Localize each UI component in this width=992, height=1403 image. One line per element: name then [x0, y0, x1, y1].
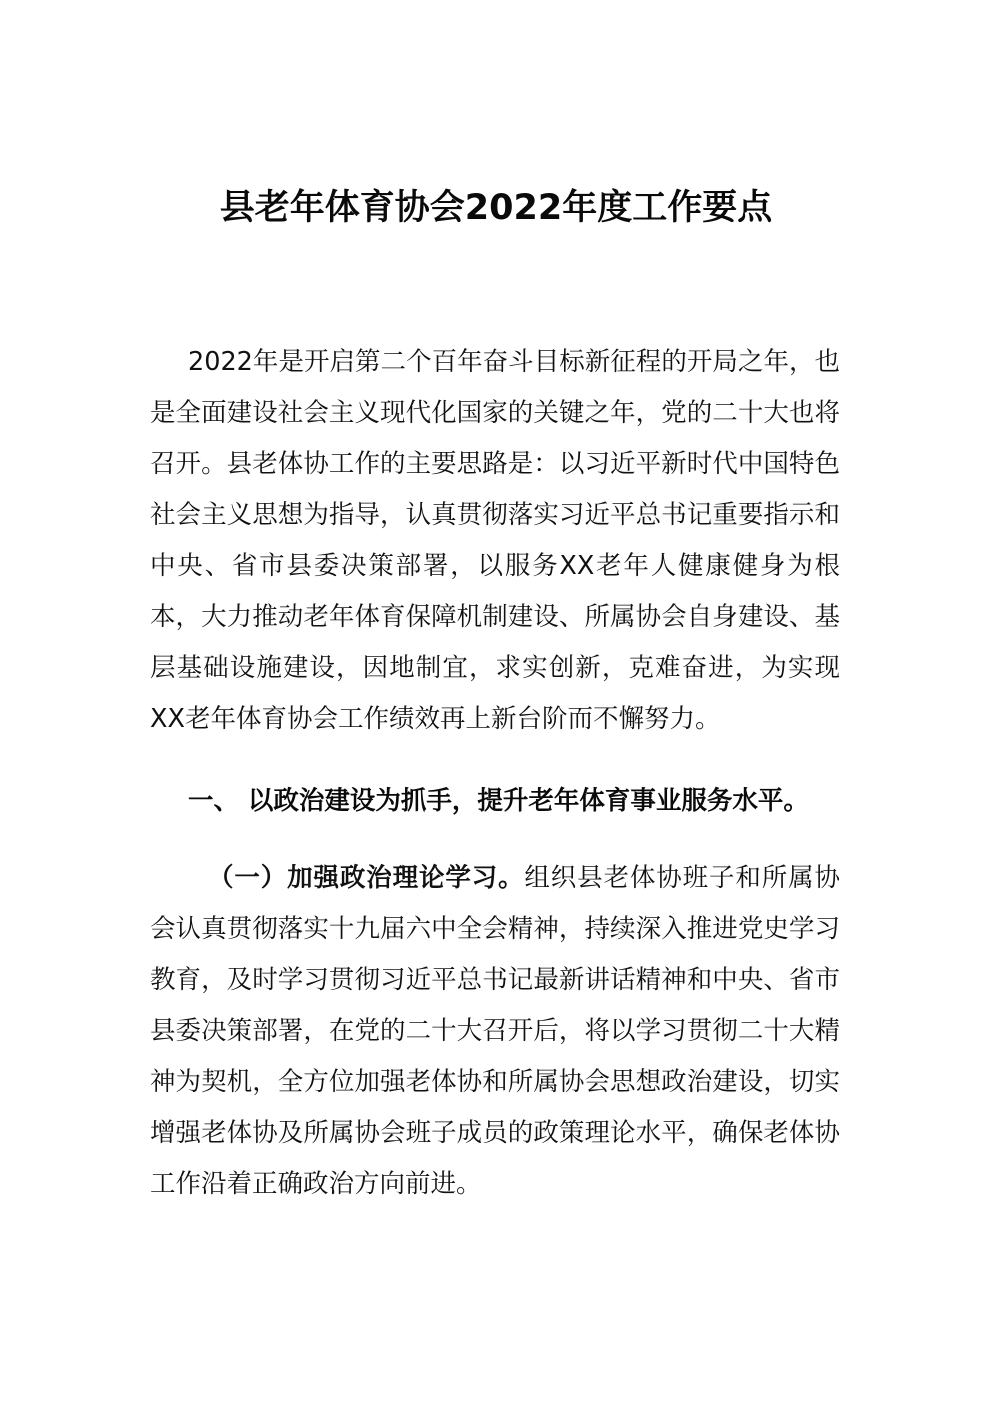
section-1-heading: 一、 以政治建设为抓手，提升老年体育事业服务水平。	[188, 786, 809, 816]
section-1-item-1-text: 组织县老体协班子和所属协会认真贯彻落实十九届六中全会精神，持续深入推进党史学习教育，及时学习贯彻习近平总书记最新讲话精神和中央、省市县委决策部署，在党的二十大召开后，将以学习贯彻二十大精神为契机，全方位加强老体协和所属协会思想政治建设，切实增强老体协及所属协会班子成员的政策理论水平，确保老体协工作沿着正确政治方向前进。	[150, 862, 840, 1199]
section-1-item-1-subheading: （一）加强政治理论学习。	[208, 862, 525, 893]
section-1-item-1-paragraph	[150, 853, 840, 1210]
document-title: 县老年体育协会2022年度工作要点	[219, 188, 773, 229]
intro-paragraph: 2022年是开启第二个百年奋斗目标新征程的开局之年，也是全面建设社会主义现代化国家的关键之年，党的二十大也将召开。县老体协工作的主要思路是：以习近平新时代中国特色社会主义思想为指导，认真贯彻落实习近平总书记重要指示和中央、省市县委决策部署，以服务XX老年人健康健身为根本，大力推动老年体育保障机制建设、所属协会自身建设、基层基础设施建设，因地制宜，求实创新，克难奋进，为实现XX老年体育协会工作绩效再上新台阶而不懈努力。	[150, 346, 840, 734]
